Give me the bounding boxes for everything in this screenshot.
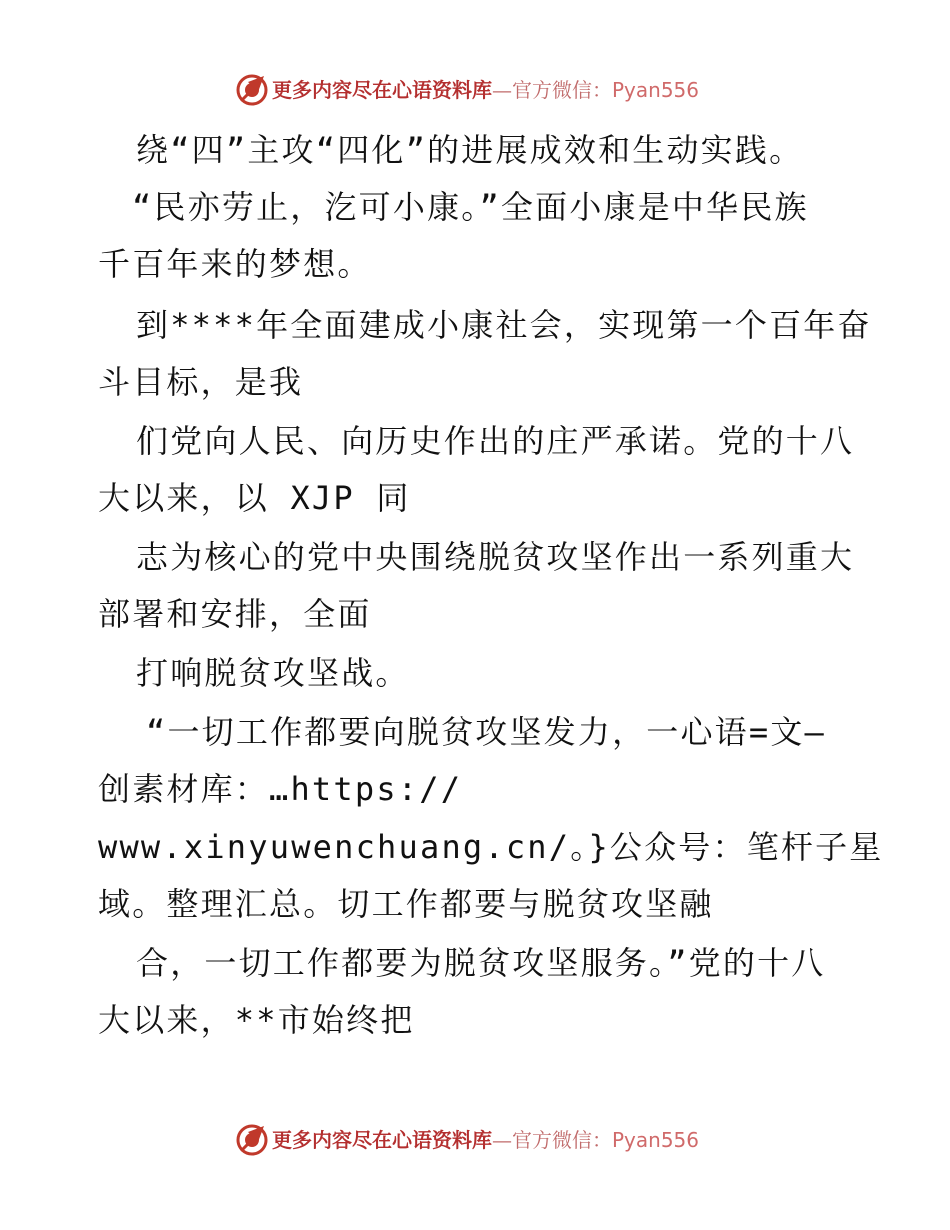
paragraph-line-4: 到****年全面建成小康社会，实现第一个百年奋 — [136, 306, 872, 344]
footer-watermark-banner — [0, 1120, 950, 1160]
paragraph-line-14: 域。整理汇总。切工作都要与脱贫攻坚融 — [98, 885, 714, 923]
paragraph-line-15: 合，一切工作都要为脱贫攻坚服务。”党的十八 — [136, 944, 826, 982]
paragraph-line-12: 创素材库：…https:// — [98, 770, 463, 808]
paragraph-line-10: 打响脱贫攻坚战。 — [136, 654, 410, 692]
header-watermark-title: 更多内容尽在心语资料库 — [272, 78, 492, 102]
paragraph-line-11: “一切工作都要向脱贫攻坚发力，一心语=文— — [146, 713, 826, 751]
paragraph-line-9: 部署和安排，全面 — [98, 595, 372, 633]
paragraph-line-1: 绕“四”主攻“四化”的进展成效和生动实践。 — [136, 131, 804, 169]
footer-watermark-text — [272, 1128, 699, 1152]
paragraph-line-7: 大以来，以 XJP 同 — [98, 479, 411, 517]
paragraph-line-6: 们党向人民、向历史作出的庄严承诺。党的十八 — [136, 422, 855, 460]
paragraph-line-16: 大以来，**市始终把 — [98, 1001, 415, 1039]
footer-watermark-id: Pyan556 — [612, 1128, 700, 1152]
paragraph-line-13: www.xinyuwenchuang.cn/。}公众号：笔杆子星 — [98, 828, 884, 866]
pen-logo-icon — [234, 1122, 270, 1158]
paragraph-line-5: 斗目标，是我 — [98, 363, 304, 401]
paragraph-line-3: 千百年来的梦想。 — [98, 245, 372, 283]
footer-watermark-title: 更多内容尽在心语资料库 — [272, 1128, 492, 1152]
header-watermark-label: —官方微信： — [492, 78, 612, 102]
footer-watermark-label: —官方微信： — [492, 1128, 612, 1152]
paragraph-line-8: 志为核心的党中央围绕脱贫攻坚作出一系列重大 — [136, 538, 855, 576]
paragraph-line-2: “民亦劳止，汔可小康。”全面小康是中华民族 — [132, 188, 809, 226]
header-watermark-id: Pyan556 — [612, 78, 700, 102]
